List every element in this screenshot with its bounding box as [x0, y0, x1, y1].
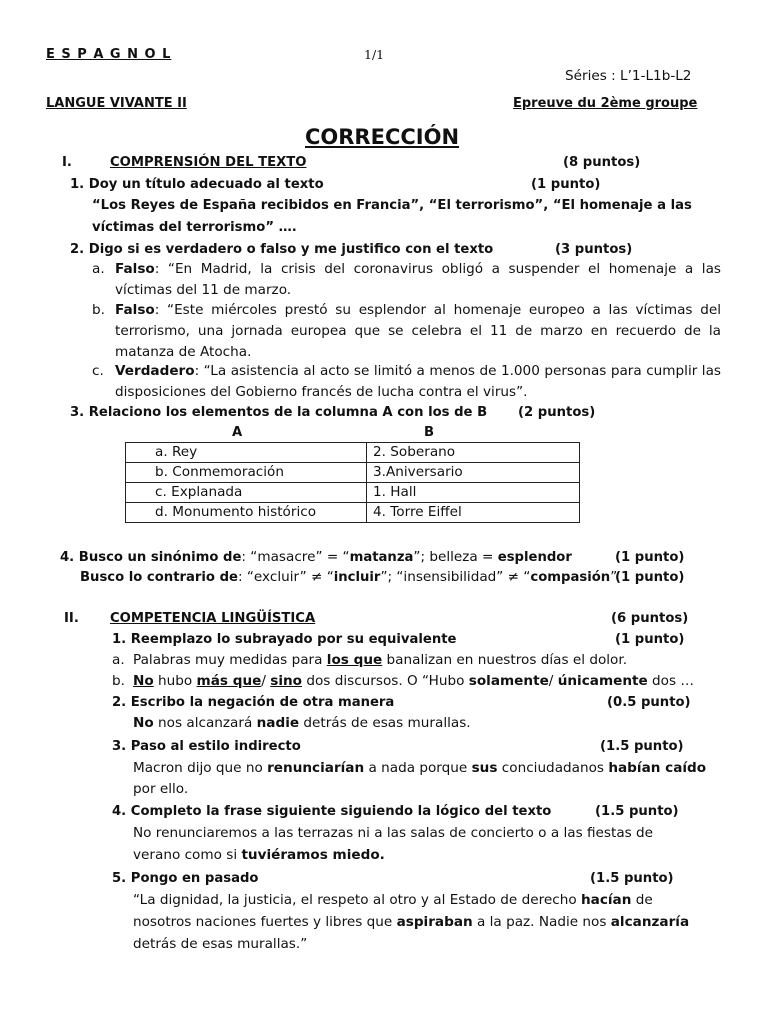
q2-a-verdict: Falso	[115, 261, 155, 277]
section1-number: I.	[62, 155, 72, 170]
q2-c-text: : “La asistencia al acto se limitó a menos de 1.000 personas para cumplir las disposiciones del Gobierno francés de lucha contra el virus”.	[115, 363, 721, 400]
q2-a-mark: a.	[92, 261, 105, 277]
q2-label: 2. Digo si es verdadero o falso y me justifico con el texto	[70, 242, 494, 257]
table-cell-b: 4. Torre Eiffel	[367, 503, 580, 523]
q2-a-text: : “En Madrid, la crisis del coronavirus obligó a suspender el homenaje a las víctimas del 11 de marzo.	[115, 261, 721, 298]
q4-synonym-line: 4. Busco un sinónimo de: “masacre” = “matanza”; belleza = esplendor	[60, 549, 572, 565]
section2-points: (6 puntos)	[611, 611, 689, 626]
q2-c-verdict: Verdadero	[115, 363, 195, 379]
s2-q1-points: (1 punto)	[615, 632, 685, 647]
s2-q1-label: 1. Reemplazo lo subrayado por su equivalente	[112, 632, 457, 647]
s2-q4-answer-line1: No renunciaremos a las terrazas ni a las salas de concierto o a las fiestas de	[133, 825, 654, 841]
s2-q2-answer: No nos alcanzará nadie detrás de esas murallas.	[133, 715, 471, 731]
q4-antonym-line: Busco lo contrario de: “excluir” ≠ “incluir”; “insensibilidad” ≠ “compasión”	[80, 569, 618, 585]
s2-q5-answer-line1: “La dignidad, la justicia, el respeto al otro y al Estado de derecho hacían de	[133, 892, 653, 908]
section2-number: II.	[64, 611, 79, 626]
s2-q4-label: 4. Completo la frase siguiente siguiendo la lógico del texto	[112, 804, 552, 819]
section1-title: COMPRENSIÓN DEL TEXTO	[110, 155, 307, 170]
table-row	[126, 463, 580, 483]
q1-answer-line2: víctimas del terrorismo” ….	[92, 220, 297, 235]
s2-q1-a-text: Palabras muy medidas para los que banalizan en nuestros días el dolor.	[133, 652, 628, 668]
q1-label: 1. Doy un título adecuado al texto	[70, 177, 324, 192]
s2-q5-points: (1.5 punto)	[590, 871, 674, 886]
s2-q4-points: (1.5 punto)	[595, 804, 679, 819]
section1-points: (8 puntos)	[563, 155, 641, 170]
table-cell-b: 3.Aniversario	[367, 463, 580, 483]
s2-q1-a-mark: a.	[112, 652, 125, 668]
page-title: CORRECCIÓN	[305, 125, 460, 149]
s2-q5-answer-line3: detrás de esas murallas.”	[133, 936, 308, 952]
series-label: Séries : L’1-L1b-L2	[565, 68, 692, 84]
q2-b-mark: b.	[92, 302, 105, 318]
q3-column-b-header: B	[424, 425, 435, 440]
matching-table	[125, 442, 580, 523]
q3-label: 3. Relaciono los elementos de la columna A con los de B	[70, 405, 488, 420]
q2-c-answer	[115, 361, 721, 403]
table-cell-a: c. Explanada	[126, 483, 367, 503]
table-cell-b: 1. Hall	[367, 483, 580, 503]
s2-q3-label: 3. Paso al estilo indirecto	[112, 739, 301, 754]
q2-b-answer	[115, 300, 721, 363]
q3-points: (2 puntos)	[518, 405, 596, 420]
q2-points: (3 puntos)	[555, 242, 633, 257]
q4-antonym-points: (1 punto)	[615, 570, 685, 585]
section2-title: COMPETENCIA LINGÜÍSTICA	[110, 611, 316, 626]
s2-q2-label: 2. Escribo la negación de otra manera	[112, 695, 395, 710]
table-cell-a: a. Rey	[126, 443, 367, 463]
q2-b-text: : “Este miércoles prestó su esplendor al homenaje europeo a las víctimas del terrorismo, una jornada europea que se celebra el 11 de marzo en recuerdo de la matanza de Atocha.	[115, 302, 721, 360]
q1-answer-line1: “Los Reyes de España recibidos en Francia”, “El terrorismo”, “El homenaje a las	[92, 198, 692, 213]
s2-q3-points: (1.5 punto)	[600, 739, 684, 754]
table-row	[126, 483, 580, 503]
s2-q5-answer-line2: nosotros naciones fuertes y libres que aspiraban a la paz. Nadie nos alcanzaría	[133, 914, 690, 930]
s2-q2-points: (0.5 punto)	[607, 695, 691, 710]
s2-q1-b-text: No hubo más que/ sino dos discursos. O “Hubo solamente/ únicamente dos …	[133, 673, 694, 689]
subject-heading: E S P A G N O L	[46, 47, 172, 62]
q2-c-mark: c.	[92, 363, 104, 379]
table-cell-a: d. Monumento histórico	[126, 503, 367, 523]
table-row	[126, 503, 580, 523]
table-row	[126, 443, 580, 463]
table-cell-b: 2. Soberano	[367, 443, 580, 463]
page-number: 1/1	[364, 47, 385, 62]
langue-label: LANGUE VIVANTE II	[46, 96, 187, 111]
s2-q5-label: 5. Pongo en pasado	[112, 871, 259, 886]
q3-column-a-header: A	[232, 425, 243, 440]
q4-synonym-points: (1 punto)	[615, 550, 685, 565]
s2-q3-answer-line2: por ello.	[133, 781, 189, 797]
q1-points: (1 punto)	[531, 177, 601, 192]
s2-q1-b-mark: b.	[112, 673, 125, 689]
epreuve-label: Epreuve du 2ème groupe	[513, 96, 698, 111]
table-cell-a: b. Conmemoración	[126, 463, 367, 483]
q2-b-verdict: Falso	[115, 302, 155, 318]
q2-a-answer	[115, 259, 721, 301]
s2-q3-answer-line1: Macron dijo que no renunciarían a nada porque sus conciudadanos habían caído	[133, 760, 707, 776]
s2-q4-answer-line2: verano como si tuviéramos miedo.	[133, 847, 385, 863]
